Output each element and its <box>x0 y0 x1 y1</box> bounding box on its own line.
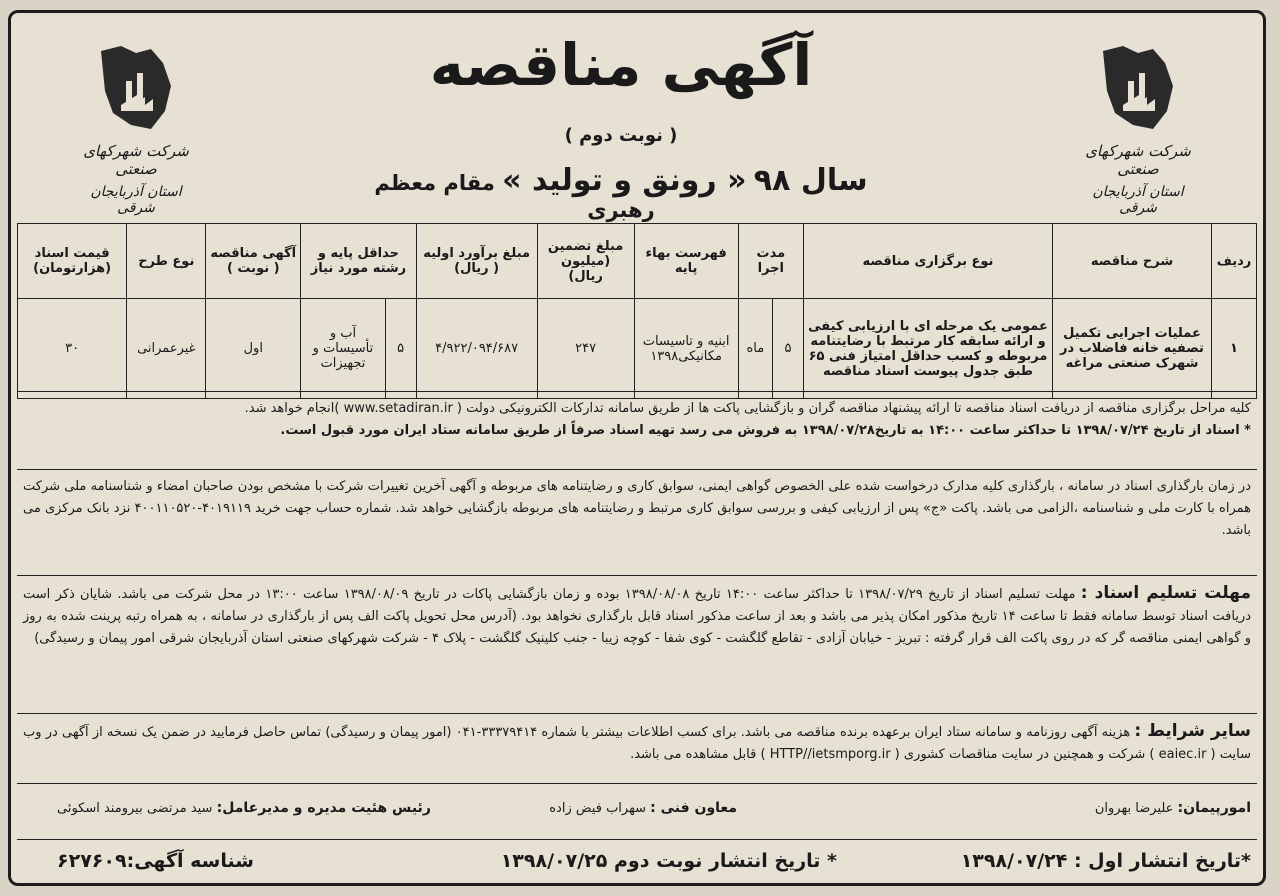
col-header-estimate: مبلغ برآورد اولیه ( ریال) <box>416 224 537 299</box>
notice-header <box>11 13 1263 222</box>
sale-dates-text: * اسناد از تاریخ ۱۳۹۸/۰۷/۲۴ تا حداکثر ساعت ۱۴:۰۰ به تاریخ۱۳۹۸/۰۷/۲۸ به فروش می رسد تهیه اسناد صرفاً از طریق سامانه ستاد ایران مورد قبول است. <box>280 423 1251 438</box>
ceo-name: سید مرتضی بیرومند اسکوئی <box>57 801 213 816</box>
table-row <box>18 299 1257 399</box>
other-conditions-section <box>17 713 1257 781</box>
company-logo-left <box>71 41 201 216</box>
cell-doc-price: ۳۰ <box>18 299 127 399</box>
cell-guarantee: ۲۴۷ <box>537 299 634 399</box>
cell-description: عملیات اجرایی تکمیل تصفیه خانه فاضلاب در شهرک صنعتی مراغه <box>1053 299 1212 399</box>
second-publication-date: * تاریخ انتشار نوبت دوم ۱۳۹۸/۰۷/۲۵ <box>500 850 837 872</box>
tender-table <box>17 223 1257 399</box>
process-info-text: کلیه مراحل برگزاری مناقصه از دریافت اسناد مناقصه تا ارائه پیشنهاد مناقصه گران و بازگشایی پاکت ها از طریق سامانه تدارکات الکترونیکی دولت ( www.setadiran.ir )انجام خواهد شد. <box>244 401 1251 416</box>
tender-notice <box>8 10 1266 886</box>
col-header-index: ردیف <box>1212 224 1257 299</box>
submission-deadline-label: مهلت تسلیم اسناد : <box>1080 583 1251 603</box>
ceo-label: رئیس هئیت مدیره و مدیرعامل: <box>216 800 431 816</box>
ad-id: شناسه آگهی:۶۲۷۶۰۹ <box>57 850 254 872</box>
col-header-price-list: فهرست بهاء پایه <box>634 224 738 299</box>
technical-deputy-label: معاون فنی : <box>650 800 737 816</box>
cell-duration-num: ۵ <box>773 299 804 399</box>
cell-field: آب و تأسیسات و تجهیزات <box>301 299 385 399</box>
other-conditions-label: سایر شرایط : <box>1134 721 1251 741</box>
signatures-row <box>17 783 1257 839</box>
logo-province-name: استان آذربایجان شرقی <box>1092 184 1184 216</box>
first-publication-date: *تاریخ انتشار اول : ۱۳۹۸/۰۷/۲۴ <box>960 850 1251 872</box>
table-header-row <box>18 224 1257 299</box>
cell-round: اول <box>206 299 301 399</box>
col-header-plan-type: نوع طرح <box>127 224 206 299</box>
publication-footer <box>17 839 1257 882</box>
logo-company-name: شرکت شهرکهای صنعتی <box>1085 142 1191 178</box>
other-conditions-text: هزینه آگهی روزنامه و سامانه ستاد ایران برعهده برنده مناقصه می باشد. برای کسب اطلاعات بیشتر با شماره ۳۳۳۷۹۴۱۴-۰۴۱ (امور پیمان و رسیدگی) تماس حاصل فرمایید در ضمن یک نسخه از آگهی در وب سایت ( eaiec.ir ) شرکت و همچنین در سایت مناقصات کشوری ( HTTP//ietsmporg.ir ) قابل مشاهده می باشد. <box>23 725 1251 762</box>
slogan-main: « رونق و تولید » <box>502 163 747 198</box>
cell-index: ۱ <box>1212 299 1257 399</box>
notice-round: ( نوبت دوم ) <box>564 125 678 146</box>
col-header-guarantee: مبلغ تضمین (میلیون ریال) <box>537 224 634 299</box>
upload-requirements-section <box>17 469 1257 575</box>
col-header-type: نوع برگزاری مناقصه <box>804 224 1053 299</box>
notice-title: آگهی مناقصه <box>429 31 813 99</box>
technical-deputy-name: سهراب فیض زاده <box>549 801 646 816</box>
cell-grade: ۵ <box>385 299 416 399</box>
industrial-parks-logo-icon <box>1093 41 1183 136</box>
cell-estimate: ۴/۹۲۲/۰۹۴/۶۸۷ <box>416 299 537 399</box>
contract-affairs-label: امورپیمان: <box>1177 800 1251 816</box>
process-info-section <box>17 391 1257 463</box>
slogan-year: سال ۹۸ <box>753 163 868 198</box>
col-header-description: شرح مناقصه <box>1053 224 1212 299</box>
upload-requirements-text: در زمان بارگذاری اسناد در سامانه ، بارگذاری کلیه مدارک درخواست شده علی الخصوص گواهی ایمنی، سوابق کاری و رضایتنامه های مربوطه و آگهی آخرین تغییرات شرکت با مشخص بودن صاحبان امضاء و شناسنامه ملی شرکت همراه با کارت ملی و شناسنامه ،الزامی می باشد. پاکت «ج» پس از ارزیابی کیفی و بررسی سوابق کاری مرتبط و رضایتنامه های مربوطه بازگشایی خواهد شد. شماره حساب جهت خرید ۴۰۱۹۱۱۹-۴۰۰۱۱۰۵۲۰ نزد بانک مرکزی می باشد. <box>23 479 1251 538</box>
cell-type: عمومی یک مرحله ای با ارزیابی کیفی و ارائه سابقه کار مرتبط با رضایتنامه مربوطه و کسب حداقل امتیاز فنی ۶۵ طبق جدول پیوست اسناد مناقصه <box>804 299 1053 399</box>
cell-duration-unit: ماه <box>738 299 772 399</box>
industrial-parks-logo-icon <box>91 41 181 136</box>
contract-affairs-name: علیرضا بهروان <box>1094 801 1174 816</box>
submission-deadline-text: مهلت تسلیم اسناد از تاریخ ۱۳۹۸/۰۷/۲۹ تا حداکثر ساعت ۱۴:۰۰ تاریخ ۱۳۹۸/۰۸/۰۸ بوده و زمان بازگشایی پاکات در تاریخ ۱۳۹۸/۰۸/۰۹ ساعت ۱۳:۰۰ در محل شرکت می باشد. شایان ذکر است دریافت اسناد توسط سامانه فقط تا ساعت ۱۴ تاریخ مذکور امکان پذیر می باشد و بعد از ساعت مذکور اسناد قابل بارگذاری نخواهد بود. (آدرس محل تحویل پاکت الف پس از بارگذاری در سامانه ، به همراه رتبه پرینت شده به روز و گواهی ایمنی مناقصه گر که در روی پاکت الف قرار گرفته : تبریز - خیابان آزادی - تقاطع گلگشت - کوی شفا - کوچه زیبا - جنب کلینیک گلگشت - پلاک ۴ - شرکت شهرکهای صنعتی استان آذربایجان شرقی امور پیمان و رسیدگی) <box>23 587 1252 646</box>
cell-plan-type: غیرعمرانی <box>127 299 206 399</box>
slogan-source: مقام معظم رهبری <box>374 171 655 222</box>
col-header-duration: مدت اجرا <box>738 224 803 299</box>
technical-deputy-signature <box>549 800 737 816</box>
ceo-signature <box>57 800 431 816</box>
cell-price-list: ابنیه و تاسیسات مکانیکی۱۳۹۸ <box>634 299 738 399</box>
logo-company-name: شرکت شهرکهای صنعتی <box>83 142 189 178</box>
col-header-round: آگهی مناقصه ( نوبت ) <box>206 224 301 299</box>
submission-deadline-section <box>17 575 1257 713</box>
company-logo-right <box>1073 41 1203 216</box>
contract-affairs-signature <box>1095 800 1251 816</box>
col-header-doc-price: قیمت اسناد (هزارتومان) <box>18 224 127 299</box>
col-header-grade: حداقل پایه و رشته مورد نیاز <box>301 224 416 299</box>
year-slogan <box>341 163 901 222</box>
logo-province-name: استان آذربایجان شرقی <box>90 184 182 216</box>
